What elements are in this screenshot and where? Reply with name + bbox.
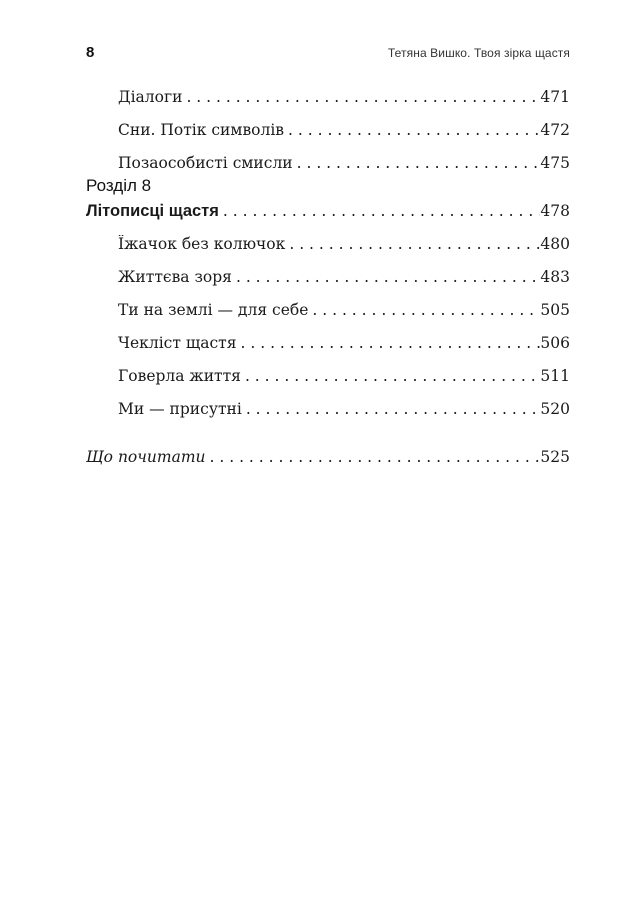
toc-entry-title: Позаособисті смисли [118,154,293,172]
toc-entry[interactable] [118,367,570,389]
toc-entry[interactable] [118,334,570,356]
toc-entry-page: 506 [540,334,570,352]
toc-entry-page: 472 [540,121,570,139]
toc-entry-page: 475 [540,154,570,172]
dot-leader [236,268,540,286]
toc-entry-title: Діалоги [118,88,183,106]
chapter-label: Розділ 8 [86,176,152,195]
dot-leader [312,301,540,319]
dot-leader [223,202,541,220]
toc-entry[interactable] [118,88,570,110]
toc-entry-title: Життєва зоря [118,268,232,286]
running-head: Тетяна Вишко. Твоя зірка щастя [387,46,570,60]
chapter-title: Літописці щастя [86,202,219,220]
toc-entry-title: Чекліст щастя [118,334,237,352]
toc-entry[interactable] [118,301,570,323]
toc-entry-page: 520 [540,400,570,418]
toc-entry-title: Ти на землі — для себе [118,301,309,319]
toc-chapter-entry[interactable] [86,202,570,224]
dot-leader [210,448,541,466]
toc-entry[interactable] [118,121,570,143]
dot-leader [297,154,541,172]
toc-entry-title: Сни. Потік символів [118,121,285,139]
toc-entry[interactable] [118,235,570,257]
page-number: 8 [86,44,95,61]
toc-entry[interactable] [118,268,570,290]
toc-entry-title: Говерла життя [118,367,241,385]
toc-entry-page: 483 [540,268,570,286]
dot-leader [245,367,540,385]
toc-back-matter-entry[interactable] [86,448,570,470]
toc-entry-page: 480 [540,235,570,253]
dot-leader [289,235,540,253]
back-matter-title: Що почитати [86,448,206,466]
back-matter-page: 525 [540,448,570,466]
dot-leader [246,400,541,418]
toc-entry-page: 471 [540,88,570,106]
dot-leader [241,334,541,352]
toc-entry-page: 505 [540,301,570,319]
toc-entry[interactable] [118,154,570,176]
chapter-page: 478 [540,202,570,220]
toc-entry-page: 511 [540,367,570,385]
toc-entry-title: Їжачок без колючок [118,235,286,253]
page-header [86,44,570,64]
dot-leader [288,121,540,139]
toc-entry[interactable] [118,400,570,422]
dot-leader [186,88,540,106]
toc-entry-title: Ми — присутні [118,400,242,418]
